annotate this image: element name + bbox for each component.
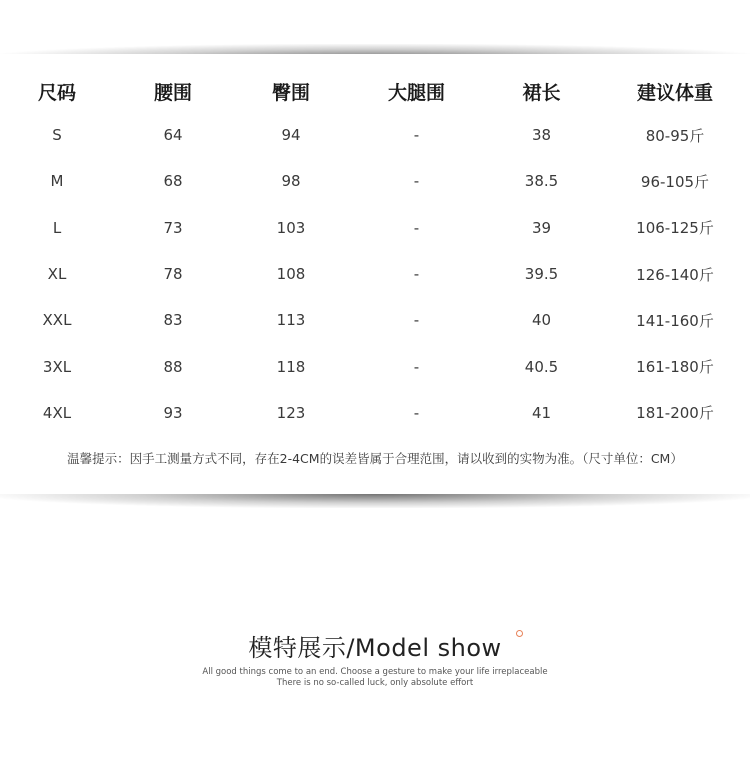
cell-thigh: - [413,311,420,330]
header-hip: 臀围 [271,81,310,104]
header-suggested-weight: 建议体重 [636,81,713,104]
cell-skirt-length: 40 [531,311,552,330]
accent-circle-icon [516,630,523,637]
cell-size: S [52,126,62,145]
cell-hip: 108 [276,265,306,284]
cell-skirt-length: 39 [531,218,552,237]
cell-thigh: - [413,126,420,145]
table-row [0,390,750,436]
cell-waist: 93 [163,403,183,422]
cell-waist: 88 [163,357,183,376]
cell-hip: 103 [276,218,306,237]
cell-suggested-weight: 181-200斤 [636,404,714,423]
table-row [0,297,750,343]
cell-skirt-length: 39.5 [524,265,559,284]
cell-size: L [52,218,62,237]
table-row [0,158,750,204]
header-thigh: 大腿围 [387,81,445,104]
cell-size: XL [47,265,67,284]
size-chart-header-row [0,70,750,112]
header-size: 尺码 [37,81,76,104]
cell-skirt-length: 41 [531,403,552,422]
cell-size: XXL [42,311,72,330]
size-chart-table [0,70,750,436]
cell-waist: 68 [163,172,183,191]
bottom-shadow-divider [0,494,750,508]
table-row [0,112,750,158]
cell-waist: 64 [163,126,183,145]
cell-suggested-weight: 96-105斤 [640,172,710,191]
model-show-title: 模特展示/Model show [248,634,502,662]
cell-suggested-weight: 106-125斤 [636,219,714,238]
cell-skirt-length: 38.5 [524,172,559,191]
cell-thigh: - [413,218,420,237]
cell-size: M [50,172,64,191]
cell-waist: 83 [163,311,183,330]
cell-thigh: - [413,403,420,422]
cell-suggested-weight: 141-160斤 [636,311,714,330]
measurement-note: 温馨提示：因手工测量方式不同，存在2-4CM的误差皆属于合理范围，请以收到的实物为准。（尺寸单位：CM） [67,451,683,466]
cell-hip: 94 [281,126,301,145]
table-row [0,205,750,251]
cell-skirt-length: 40.5 [524,357,559,376]
tagline-line-2: There is no so-called luck, only absolute effort [276,678,474,688]
cell-hip: 98 [281,172,301,191]
cell-size: 4XL [42,403,72,422]
cell-thigh: - [413,172,420,191]
tagline-line-1: All good things come to an end. Choose a gesture to make your life irreplaceable [202,667,548,677]
header-skirt-length: 裙长 [522,81,561,104]
cell-thigh: - [413,357,420,376]
table-row [0,343,750,389]
cell-thigh: - [413,265,420,284]
cell-waist: 78 [163,265,183,284]
cell-hip: 123 [276,403,306,422]
cell-skirt-length: 38 [531,126,552,145]
cell-hip: 113 [276,311,306,330]
cell-size: 3XL [42,357,72,376]
cell-waist: 73 [163,218,183,237]
cell-suggested-weight: 161-180斤 [636,358,714,377]
table-row [0,251,750,297]
cell-suggested-weight: 126-140斤 [636,265,714,284]
cell-suggested-weight: 80-95斤 [645,126,705,145]
cell-hip: 118 [276,357,306,376]
header-waist: 腰围 [153,81,192,104]
